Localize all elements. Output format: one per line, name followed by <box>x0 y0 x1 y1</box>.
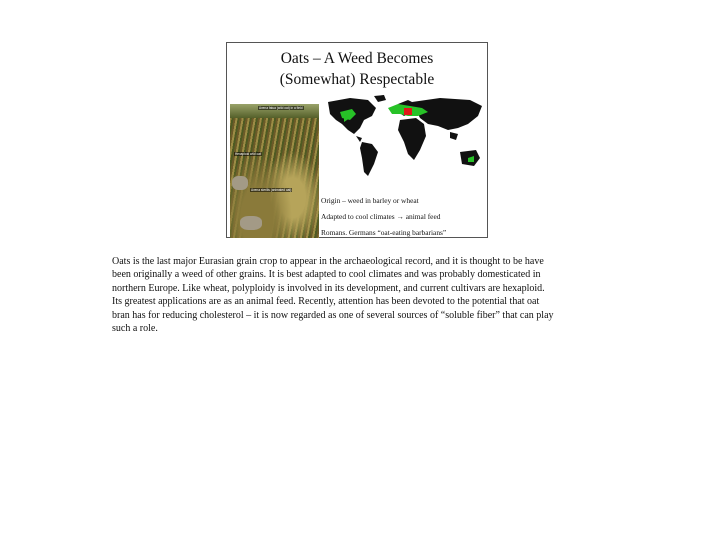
notes-line: Its greatest applications are as an animal feed. Recently, attention has been devoted to the potential that oat <box>112 296 540 308</box>
slide-image <box>226 42 488 238</box>
photo-rock <box>232 176 248 190</box>
notes-paragraph <box>112 255 612 335</box>
notes-line: such a role. <box>112 323 158 335</box>
world-map <box>320 94 486 184</box>
notes-line: bran has for reducing cholesterol – it is now regarded as one of several sources of “soluble fiber” that can play <box>112 309 554 321</box>
photo-caption-mid: Hexaploid wild oat <box>235 152 261 156</box>
photo-rock <box>240 216 262 230</box>
slide-bullets <box>321 193 446 241</box>
notes-line: northern Europe. Like wheat, polyploidy is involved in its development, and current cultivars are hexaploid. <box>112 282 545 294</box>
oat-field-photo <box>230 104 319 238</box>
slide-title-line-1: Oats – A Weed Becomes <box>280 50 434 67</box>
slide-title <box>227 48 487 90</box>
bullet-climate: Adapted to cool climates → animal feed <box>321 212 441 221</box>
notes-line: been originally a weed of other grains. It is best adapted to cool climates and was probably domesticated in <box>112 269 541 281</box>
slide-title-line-2: (Somewhat) Respectable <box>279 71 435 88</box>
photo-caption-top: Avena fatua (wild oat) in a field <box>259 106 303 110</box>
notes-line: Oats is the last major Eurasian grain crop to appear in the archaeological record, and it is thought to be have <box>112 256 544 267</box>
photo-caption-low: Avena sterilis (animated oat) <box>251 188 292 192</box>
oat-origin-region <box>404 108 412 115</box>
bullet-romans: Romans. Germans “oat-eating barbarians” <box>321 228 447 237</box>
bullet-origin: Origin – weed in barley or wheat <box>321 196 419 205</box>
